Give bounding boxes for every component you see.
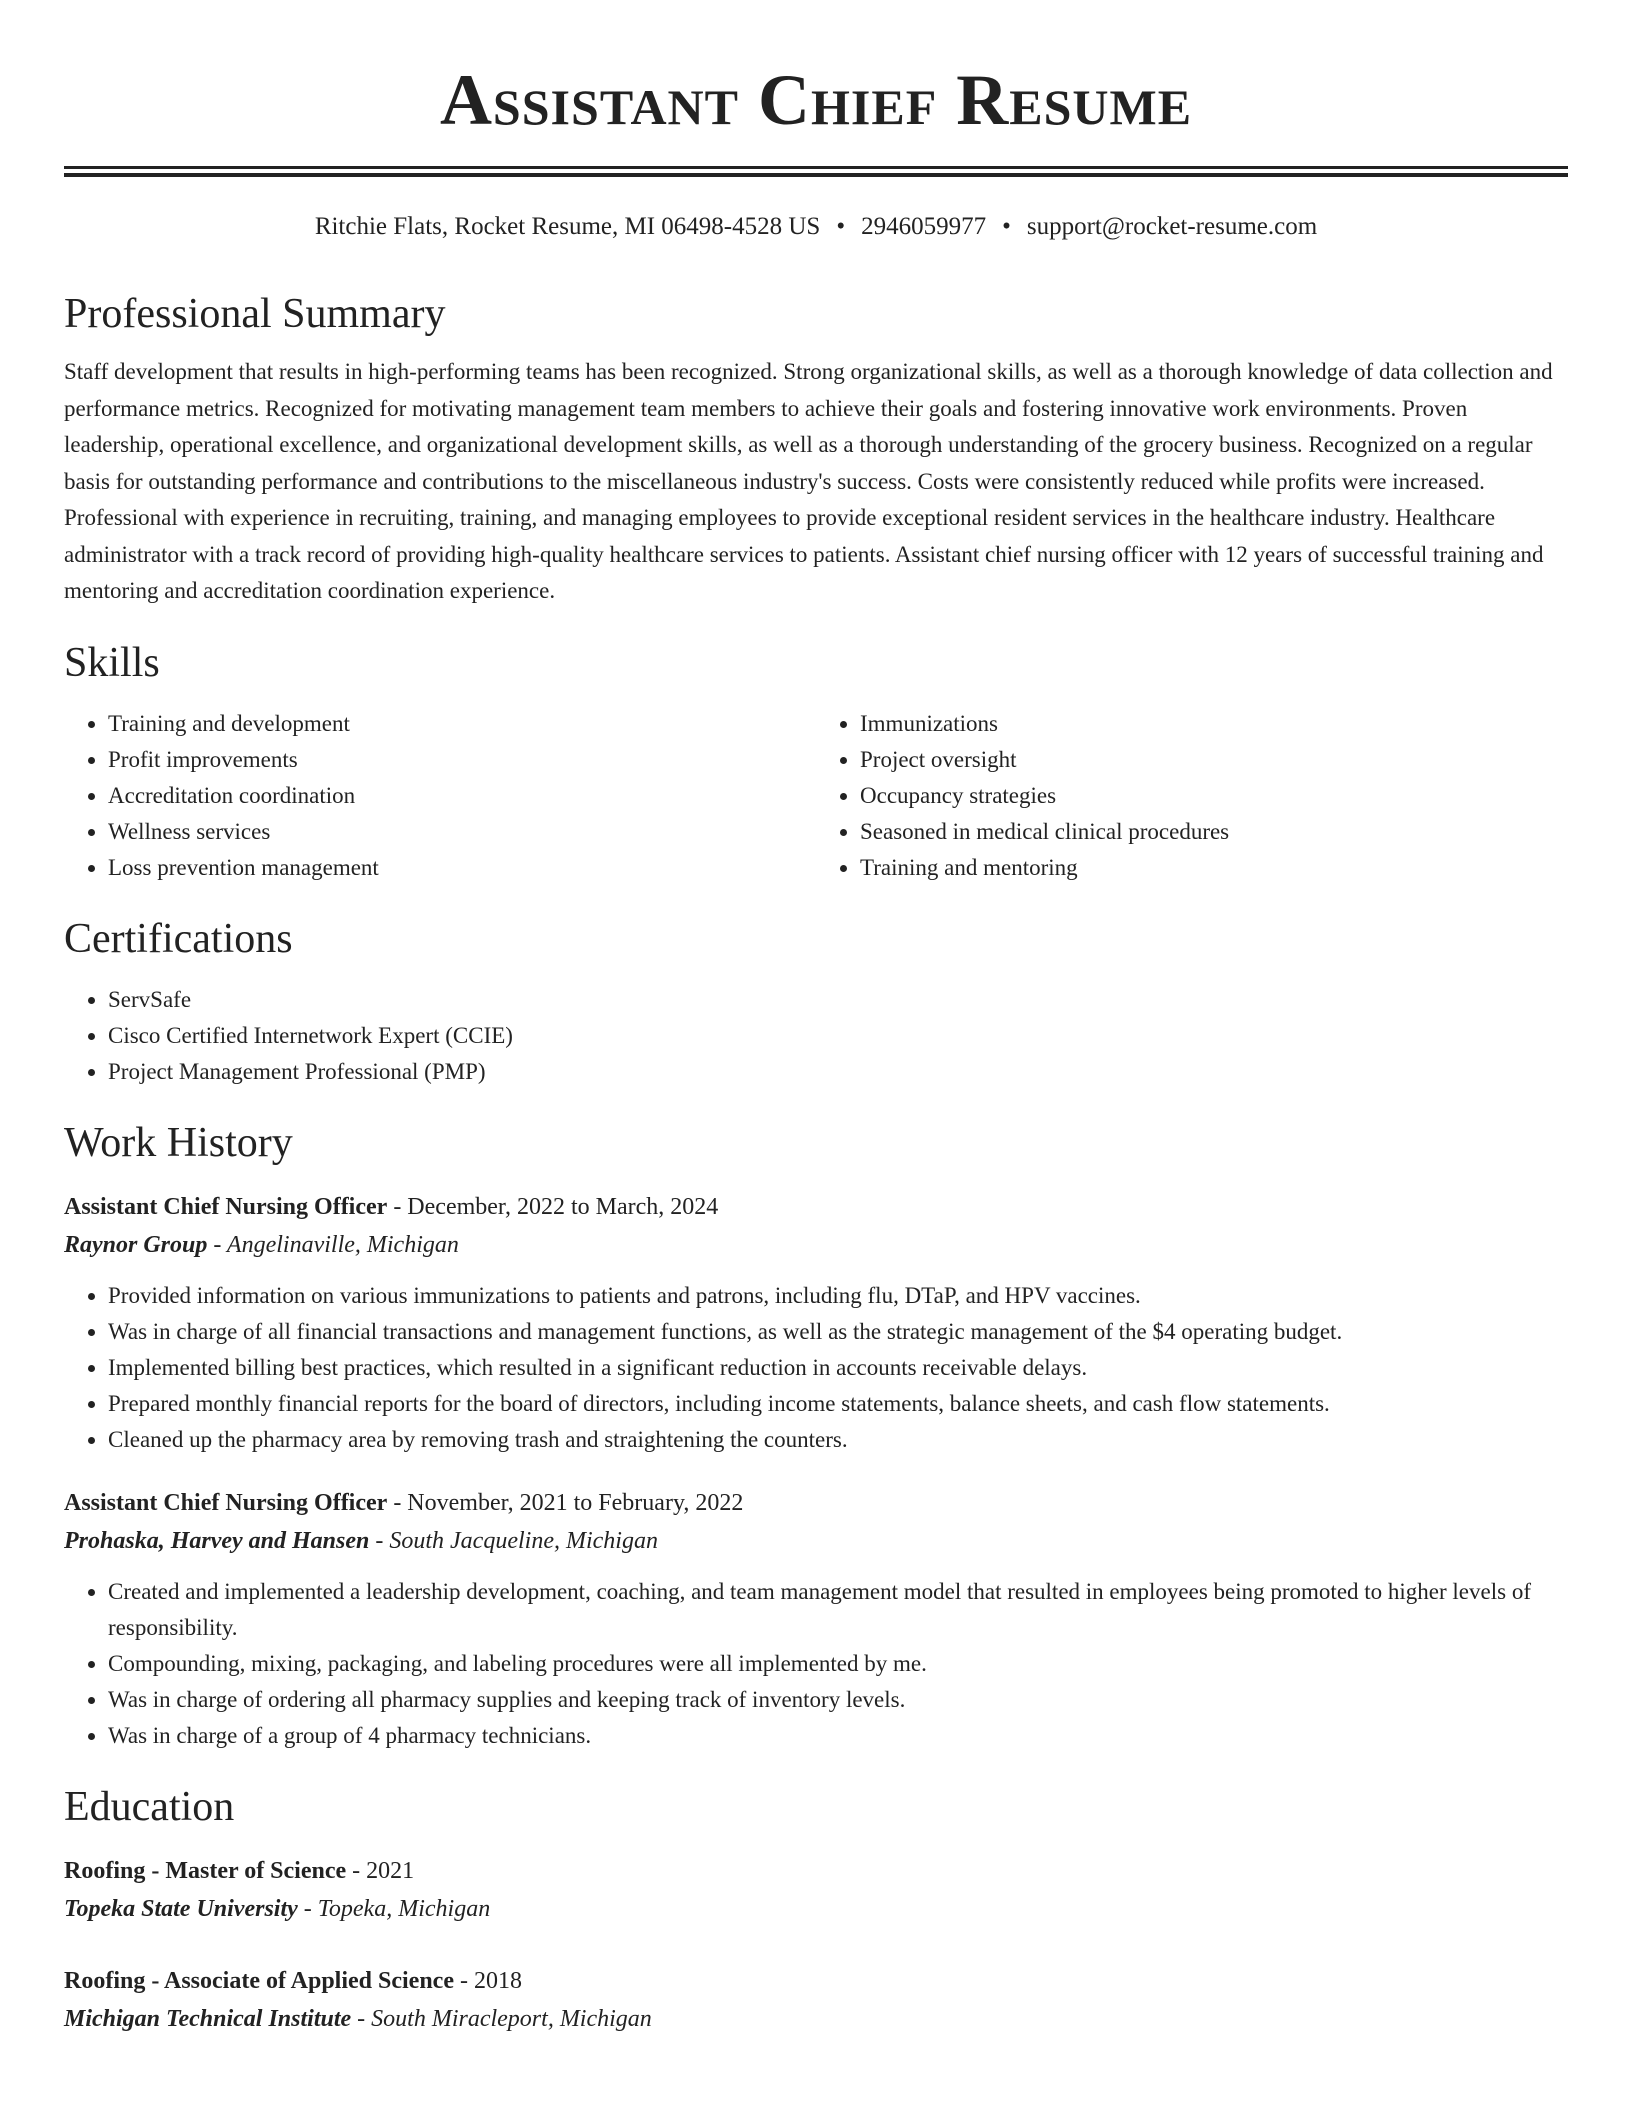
skills-columns (64, 706, 1568, 886)
job-company-line (64, 1522, 1568, 1560)
contact-address: Ritchie Flats, Rocket Resume, MI 06498-4528 US (314, 213, 821, 240)
education-entry (64, 1852, 1568, 1928)
skills-heading: Skills (64, 639, 160, 686)
job-bullet: • Cleaned up the pharmacy area by removing trash and straightening the counters. (108, 1422, 1568, 1458)
skill-item: • Profit improvements (108, 742, 816, 778)
job-bullet: • Implemented billing best practices, which resulted in a significant reduction in accounts receivable delays. (108, 1350, 1568, 1386)
skill-item: • Wellness services (108, 814, 816, 850)
summary-heading: Professional Summary (64, 291, 446, 337)
job-bullets (64, 1278, 1568, 1458)
job-company: Raynor Group (64, 1231, 208, 1258)
certifications-heading: Certifications (64, 915, 293, 962)
contact-separator: • (836, 213, 846, 240)
skills-list-left (64, 706, 816, 886)
certifications-section (64, 914, 1568, 1090)
certification-item: • Project Management Professional (PMP) (108, 1054, 1568, 1090)
title-double-rule (64, 166, 1568, 177)
education-degree: Roofing - Master of Science (64, 1857, 347, 1884)
job-title: Assistant Chief Nursing Officer (64, 1489, 388, 1516)
job-dates: - December, 2022 to March, 2024 (387, 1193, 719, 1220)
skill-item: • Seasoned in medical clinical procedures (860, 814, 1568, 850)
job-bullet: • Created and implemented a leadership development, coaching, and team management model that resulted in employees being promoted to higher levels of responsibility. (108, 1574, 1568, 1646)
education-entry (64, 1962, 1568, 2038)
job-bullet: • Prepared monthly financial reports for the board of directors, including income statements, balance sheets, and cash flow statements. (108, 1386, 1568, 1422)
education-school-line (64, 2000, 1568, 2038)
contact-line (64, 211, 1568, 243)
education-school: Michigan Technical Institute (64, 2005, 352, 2032)
job-bullet: • Compounding, mixing, packaging, and labeling procedures were all implemented by me. (108, 1646, 1568, 1682)
education-location: - South Miracleport, Michigan (351, 2005, 652, 2032)
education-year: - 2018 (454, 1967, 522, 1994)
work-history-section (64, 1118, 1568, 1754)
skill-item: • Project oversight (860, 742, 1568, 778)
job-bullet: • Was in charge of ordering all pharmacy supplies and keeping track of inventory levels. (108, 1682, 1568, 1718)
education-degree: Roofing - Associate of Applied Science (64, 1967, 454, 1994)
skill-item: • Accreditation coordination (108, 778, 816, 814)
certifications-list (64, 982, 1568, 1090)
skills-list-right (816, 706, 1568, 886)
education-section (64, 1782, 1568, 2038)
job-bullet: • Was in charge of all financial transactions and management functions, as well as the strategic management of the $4 operating budget. (108, 1314, 1568, 1350)
contact-separator: • (1002, 213, 1011, 240)
job-bullet: • Provided information on various immunizations to patients and patrons, including flu, DTaP, and HPV vaccines. (108, 1278, 1568, 1314)
work-history-heading: Work History (64, 1119, 293, 1166)
skills-section (64, 638, 1568, 886)
education-school-line (64, 1890, 1568, 1928)
contact-email: support@rocket-resume.com (1026, 213, 1318, 240)
skill-item: • Training and mentoring (860, 850, 1568, 886)
job-title: Assistant Chief Nursing Officer (64, 1193, 388, 1220)
job-title-line (64, 1188, 1568, 1226)
job-company: Prohaska, Harvey and Hansen (64, 1527, 370, 1554)
education-school: Topeka State University (64, 1895, 298, 1922)
job-location: - South Jacqueline, Michigan (369, 1527, 658, 1554)
job-location: - Angelinaville, Michigan (207, 1231, 459, 1258)
education-heading: Education (64, 1783, 235, 1830)
certification-item: • ServSafe (108, 982, 1568, 1018)
skill-item: • Training and development (108, 706, 816, 742)
job-bullet: • Was in charge of a group of 4 pharmacy technicians. (108, 1718, 1568, 1754)
resume-title: Assistant Chief Resume (439, 60, 1193, 140)
job-title-line (64, 1484, 1568, 1522)
education-year: - 2021 (346, 1857, 415, 1884)
contact-phone: 2946059977 (861, 213, 987, 240)
job-bullets (64, 1574, 1568, 1754)
summary-text: Staff development that results in high-performing teams has been recognized. Strong organizational skills, as well as a thorough knowledge of data collection and performance metrics. Recognized for motivating management team members to achieve their goals and fostering innovative work environments. Proven leadership, operational excellence, and organizational development skills, as well as a thorough understanding of the grocery business. Recognized on a regular basis for outstanding performance and contributions to the miscellaneous industry's success. Costs were consistently reduced while profits were increased. Professional with experience in recruiting, training, and managing employees to provide exceptional resident services in the healthcare industry. Healthcare administrator with a track record of providing high-quality healthcare services to patients. Assistant chief nursing officer with 12 years of successful training and mentoring and accreditation coordination experience. (64, 359, 1553, 603)
job-entry (64, 1188, 1568, 1458)
summary-section (64, 289, 1568, 610)
education-degree-line (64, 1852, 1568, 1890)
skill-item: • Immunizations (860, 706, 1568, 742)
certification-item: • Cisco Certified Internetwork Expert (CCIE) (108, 1018, 1568, 1054)
job-dates: - November, 2021 to February, 2022 (387, 1489, 744, 1516)
education-location: - Topeka, Michigan (297, 1895, 491, 1922)
job-entry (64, 1484, 1568, 1754)
skill-item: • Loss prevention management (108, 850, 816, 886)
skill-item: • Occupancy strategies (860, 778, 1568, 814)
education-degree-line (64, 1962, 1568, 2000)
job-company-line (64, 1226, 1568, 1264)
